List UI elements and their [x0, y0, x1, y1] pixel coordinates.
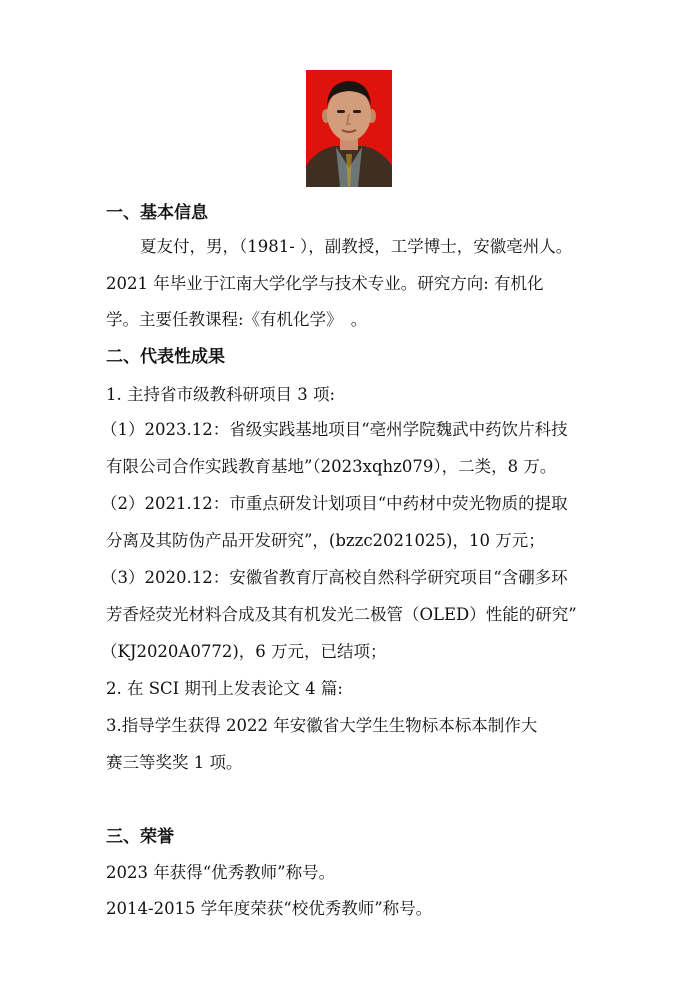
achievement-line: 赛三等奖奖 1 项。 — [106, 753, 243, 772]
section-heading-honors: 三、荣誉 — [106, 827, 174, 847]
achievement-line: 芳香烃荧光材料合成及其有机发光二极管（OLED）性能的研究” — [106, 605, 577, 624]
achievement-line: 2. 在 SCI 期刊上发表论文 4 篇: — [106, 679, 343, 698]
portrait-photo-icon — [306, 70, 392, 187]
achievement-line: 1. 主持省市级教科研项目 3 项: — [106, 385, 336, 404]
honor-line: 2014-2015 学年度荣获“校优秀教师”称号。 — [106, 899, 433, 918]
basic-info-line: 夏友付，男，（1981- ），副教授，工学博士，安徽亳州人。 — [140, 237, 573, 256]
achievement-line: （3）2020.12：安徽省教育厅高校自然科学研究项目“含硼多环 — [101, 568, 568, 587]
basic-info-line: 学。主要任教课程:《有机化学》 。 — [106, 310, 368, 329]
achievement-line: （1）2023.12：省级实践基地项目“亳州学院魏武中药饮片科技 — [101, 420, 568, 439]
basic-info-line: 2021 年毕业于江南大学化学与技术专业。研究方向: 有机化 — [106, 274, 544, 293]
achievement-line: 分离及其防伪产品开发研究”，(bzzc2021025)，10 万元； — [106, 531, 545, 550]
achievement-line: （2）2021.12：市重点研发计划项目“中药材中荧光物质的提取 — [101, 494, 568, 513]
achievement-line: 有限公司合作实践教育基地”（2023xqhz079），二类，8 万。 — [106, 457, 557, 476]
honor-line: 2023 年获得“优秀教师”称号。 — [106, 863, 336, 882]
achievement-line: 3.指导学生获得 2022 年安徽省大学生生物标本标本制作大 — [106, 716, 538, 735]
section-heading-achievements: 二、代表性成果 — [106, 347, 225, 367]
section-heading-basic-info: 一、基本信息 — [106, 203, 208, 223]
achievement-line: （KJ2020A0772)，6 万元，已结项； — [101, 642, 387, 661]
